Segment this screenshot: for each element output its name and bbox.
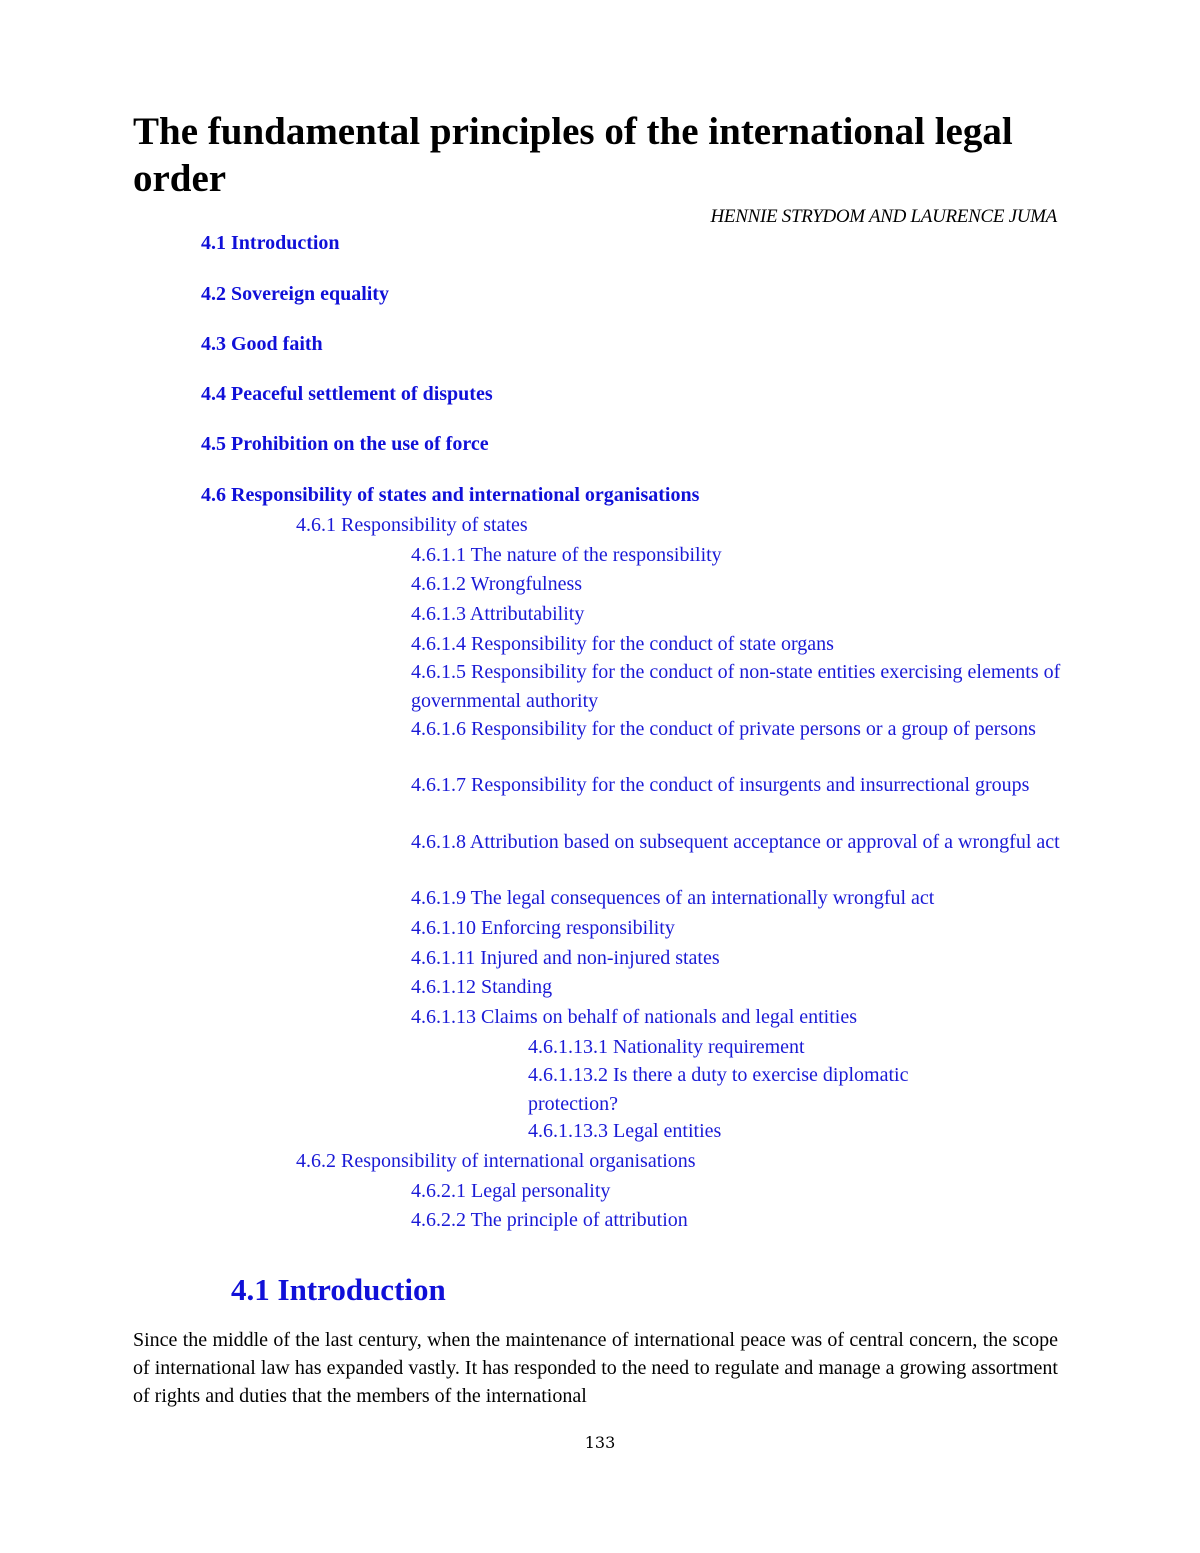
toc-item-4-6-1-4[interactable]: 4.6.1.4 Responsibility for the conduct of state organs (411, 633, 834, 655)
toc-item-4-6-1-13-3[interactable]: 4.6.1.13.3 Legal entities (528, 1120, 722, 1142)
toc-item-4-6-1-5[interactable]: 4.6.1.5 Responsibility for the conduct of non-state entities exercising elements of governmental authority (411, 661, 1061, 712)
toc-item-4-6-1-10[interactable]: 4.6.1.10 Enforcing responsibility (411, 917, 675, 939)
toc-item-4-6-1-2[interactable]: 4.6.1.2 Wrongfulness (411, 573, 583, 595)
toc-item-4-6-1-9[interactable]: 4.6.1.9 The legal consequences of an internationally wrongful act (411, 887, 935, 909)
toc-item-4-6-2-2[interactable]: 4.6.2.2 The principle of attribution (411, 1209, 688, 1231)
toc-item-4-4[interactable]: 4.4 Peaceful settlement of disputes (201, 383, 493, 405)
document-title: The fundamental principles of the international legal order (133, 110, 1013, 200)
toc-item-4-6[interactable]: 4.6 Responsibility of states and international organisations (201, 484, 700, 506)
toc-item-4-6-1-1[interactable]: 4.6.1.1 The nature of the responsibility (411, 544, 722, 566)
toc-item-4-6-2-1[interactable]: 4.6.2.1 Legal personality (411, 1180, 611, 1202)
toc-item-4-6-1-6[interactable]: 4.6.1.6 Responsibility for the conduct of private persons or a group of persons (411, 718, 1036, 740)
page-number: 133 (584, 1433, 616, 1452)
toc-item-4-6-1-13[interactable]: 4.6.1.13 Claims on behalf of nationals and legal entities (411, 1006, 858, 1028)
toc-item-4-6-1-12[interactable]: 4.6.1.12 Standing (411, 976, 553, 998)
toc-item-4-5[interactable]: 4.5 Prohibition on the use of force (201, 433, 489, 455)
toc-item-4-6-1-3[interactable]: 4.6.1.3 Attributability (411, 603, 585, 625)
toc-item-4-6-1-13-2[interactable]: 4.6.1.13.2 Is there a duty to exercise diplomatic protection? (528, 1064, 909, 1115)
section-heading-introduction: 4.1 Introduction (231, 1272, 446, 1307)
toc-item-4-6-1-13-1[interactable]: 4.6.1.13.1 Nationality requirement (528, 1036, 805, 1058)
toc-item-4-6-2[interactable]: 4.6.2 Responsibility of international organisations (296, 1150, 696, 1172)
toc-item-4-6-1-7[interactable]: 4.6.1.7 Responsibility for the conduct of insurgents and insurrectional groups (411, 774, 1030, 796)
toc-item-4-6-1-8[interactable]: 4.6.1.8 Attribution based on subsequent acceptance or approval of a wrongful act (411, 831, 1060, 853)
toc-item-4-2[interactable]: 4.2 Sovereign equality (201, 283, 389, 305)
authors-byline: HENNIE STRYDOM AND LAURENCE JUMA (710, 206, 1057, 227)
toc-item-4-3[interactable]: 4.3 Good faith (201, 333, 323, 355)
body-paragraph: Since the middle of the last century, when the maintenance of international peace was of central concern, the scope of international law has expanded vastly. It has responded to the need to regulate and manage a growing assortment of rights and duties that the members of the international (133, 1329, 1058, 1407)
toc-item-4-1[interactable]: 4.1 Introduction (201, 232, 340, 254)
toc-item-4-6-1-11[interactable]: 4.6.1.11 Injured and non-injured states (411, 947, 720, 969)
toc-item-4-6-1[interactable]: 4.6.1 Responsibility of states (296, 514, 528, 536)
